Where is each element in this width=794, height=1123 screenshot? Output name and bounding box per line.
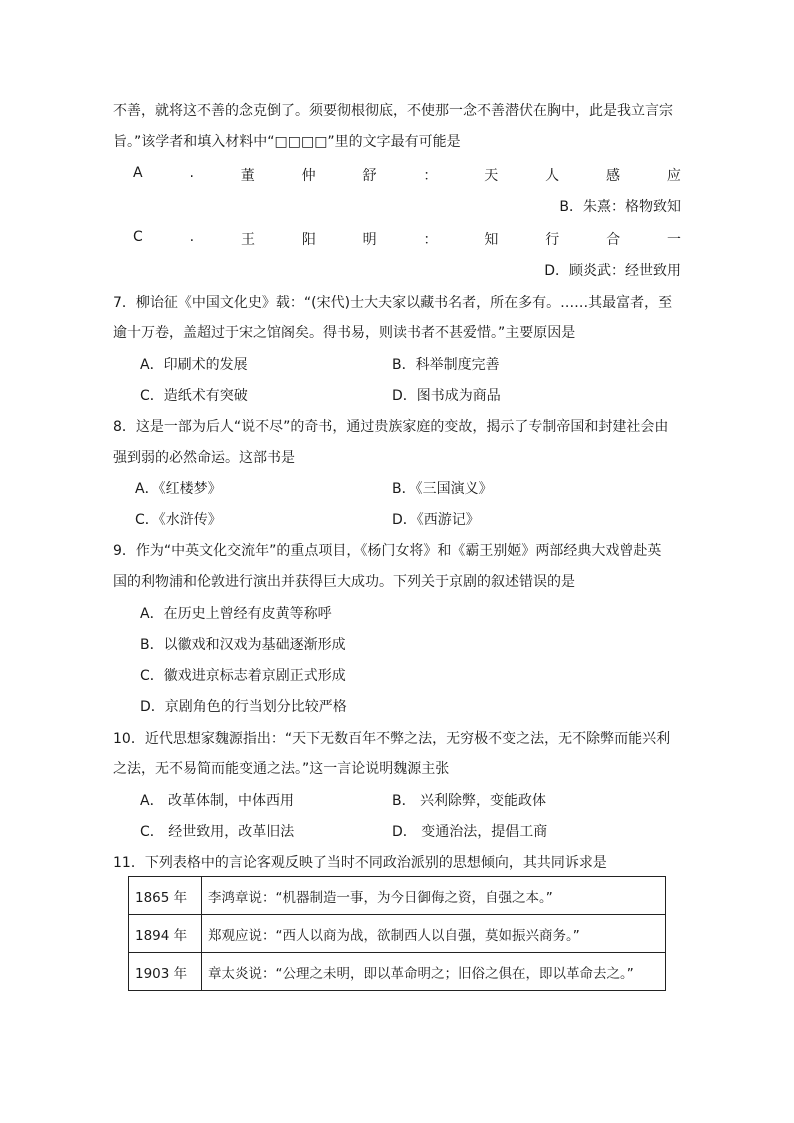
quote-cell: 章太炎说：“公理之未明，即以革命明之；旧俗之俱在，即以革命去之。” — [202, 953, 666, 991]
q9-stem-line1: 9．作为“中英文化交流年”的重点项目，《杨门女将》和《霸王别姬》两部经典大戏曾赴英 — [113, 543, 662, 559]
q7-option-d: D．图书成为商品 — [392, 388, 501, 404]
q9-option-c: C．徽戏进京标志着京剧正式形成 — [140, 668, 346, 684]
q6-option-c: C . 王 阳 明 ： 知 行 合 一 — [133, 229, 681, 248]
q6-option-b: B．朱熹：格物致知 — [559, 199, 681, 215]
q8-option-d: D．《西游记》 — [392, 512, 480, 528]
year-cell: 1865 年 — [129, 877, 202, 915]
q10-stem-line1: 10．近代思想家魏源指出：“天下无数百年不弊之法，无穷极不变之法，无不除弊而能兴利 — [113, 731, 671, 747]
q6-text-line2: 旨。”该学者和填入材料中“□□□□”里的文字最有可能是 — [113, 134, 461, 150]
q9-stem-line2: 国的利物浦和伦敦进行演出并获得巨大成功。下列关于京剧的叙述错误的是 — [113, 574, 575, 590]
q8-stem-line1: 8．这是一部为后人“说不尽”的奇书，通过贵族家庭的变故，揭示了专制帝国和封建社会由 — [113, 419, 669, 435]
q9-option-a: A．在历史上曾经有皮黄等称呼 — [140, 606, 332, 622]
q9-option-b: B．以徽戏和汉戏为基础逐渐形成 — [140, 637, 346, 653]
q10-option-b: B． 兴利除弊，变能政体 — [392, 793, 547, 809]
q10-option-d: D． 变通治法，提倡工商 — [392, 824, 548, 840]
q11-stem: 11．下列表格中的言论客观反映了当时不同政治派别的思想倾向，其共同诉求是 — [113, 855, 607, 871]
year-cell: 1903 年 — [129, 953, 202, 991]
q8-stem-line2: 强到弱的必然命运。这部书是 — [113, 450, 295, 466]
quote-cell: 郑观应说：“西人以商为战，欲制西人以自强，莫如振兴商务。” — [202, 915, 666, 953]
q8-option-c: C．《水浒传》 — [135, 512, 222, 528]
q10-option-c: C． 经世致用，改革旧法 — [140, 824, 295, 840]
quote-cell: 李鸿章说：“机器制造一事，为今日御侮之资，自强之本。” — [202, 877, 666, 915]
q10-stem-line2: 之法，无不易简而能变通之法。”这一言论说明魏源主张 — [113, 761, 450, 777]
table-row — [129, 915, 666, 953]
q10-option-a: A． 改革体制，中体西用 — [140, 793, 295, 809]
year-cell: 1894 年 — [129, 915, 202, 953]
q7-stem-line1: 7．柳诒征《中国文化史》载：“(宋代)士大夫家以藏书名者，所在多有。……其最富者，至 — [113, 295, 673, 311]
q7-option-c: C．造纸术有突破 — [140, 388, 248, 404]
q8-option-b: B．《三国演义》 — [392, 481, 493, 497]
q11-quote-table — [128, 876, 666, 991]
q7-stem-line2: 逾十万卷，盖超过于宋之馆阁矣。得书易，则读书者不甚爱惜。”主要原因是 — [113, 325, 576, 341]
q7-option-b: B．科举制度完善 — [392, 357, 500, 373]
q8-option-a: A．《红楼梦》 — [135, 481, 222, 497]
q6-option-a: A . 董 仲 舒 ： 天 人 感 应 — [133, 165, 681, 184]
q6-text-line1: 不善，就将这不善的念克倒了。须要彻根彻底，不使那一念不善潜伏在胸中，此是我立言宗 — [113, 103, 673, 119]
table-row — [129, 877, 666, 915]
q6-option-d: D．顾炎武：经世致用 — [544, 263, 681, 279]
q7-option-a: A．印刷术的发展 — [140, 357, 248, 373]
table-row — [129, 953, 666, 991]
q9-option-d: D．京剧角色的行当划分比较严格 — [140, 699, 347, 715]
